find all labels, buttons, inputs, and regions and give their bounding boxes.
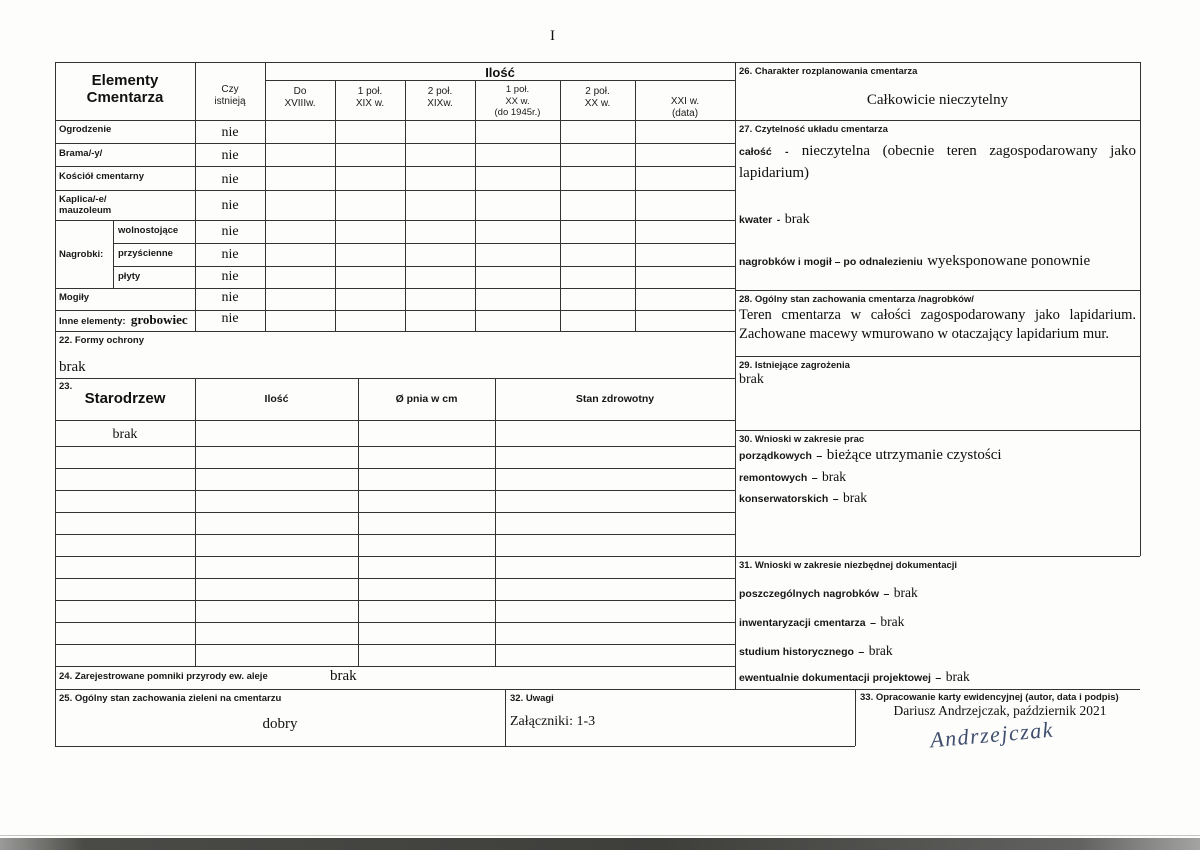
section-30-entry — [739, 489, 867, 507]
entry-term: porządkowych — [739, 450, 812, 462]
entry-term: poszczególnych nagrobków — [739, 588, 880, 600]
section-33-author: Dariusz Andrzejczak, październik 2021 — [893, 703, 1107, 718]
entry-value: brak — [880, 614, 905, 629]
section-25-value: dobry — [262, 716, 298, 732]
entry-value: brak — [784, 212, 810, 227]
period-col-line: (data) — [671, 108, 699, 119]
grid-line — [55, 120, 1140, 121]
period-col-line: XX w. — [584, 98, 611, 109]
scan-bottom-strip — [0, 838, 1200, 850]
section-22-label: 22. Formy ochrony — [59, 335, 144, 346]
entry-value: brak — [893, 585, 918, 600]
period-col-line: XIX w. — [355, 98, 385, 109]
section-30-label: 30. Wnioski w zakresie prac — [739, 434, 865, 445]
grid-line — [55, 378, 735, 379]
grid-line — [560, 80, 561, 331]
grid-line — [735, 290, 1140, 291]
element-row-label: przyścienne — [118, 248, 173, 259]
period-col-line: Do — [293, 86, 307, 97]
period-col-line: 2 poł. — [585, 86, 610, 97]
entry-value: brak — [822, 469, 847, 484]
starodrzew-value: brak — [112, 427, 138, 442]
exists-value: nie — [221, 247, 239, 262]
exists-value: nie — [221, 198, 239, 213]
section-32-label: 32. Uwagi — [510, 693, 554, 704]
entry-separator: – — [935, 672, 942, 684]
exists-value: nie — [221, 311, 239, 326]
section-33-label: 33. Opracowanie karty ewidencyjnej (autor, data i podpis) — [860, 692, 1119, 703]
element-row-label: Brama/-y/ — [59, 148, 103, 159]
grid-line — [55, 420, 735, 421]
grid-line — [358, 378, 359, 666]
grid-line — [55, 644, 735, 645]
grid-line — [55, 512, 735, 513]
grid-line — [495, 378, 496, 666]
entry-term: nagrobków i mogił – po odnalezieniu — [739, 256, 923, 268]
grid-line — [55, 220, 735, 221]
entry-term: ewentualnie dokumentacji projektowej — [739, 672, 931, 684]
exists-value: nie — [221, 148, 239, 163]
entry-separator: – — [870, 617, 876, 629]
grid-line — [55, 62, 1140, 63]
grid-line — [55, 143, 735, 144]
section-22-value: brak — [59, 359, 86, 375]
grid-line — [55, 288, 735, 289]
section-29-value: brak — [739, 372, 764, 387]
grid-line — [55, 446, 735, 447]
grid-line — [405, 80, 406, 331]
section-27-entry — [739, 210, 810, 228]
section-31-label: 31. Wnioski w zakresie niezbędnej dokumentacji — [739, 560, 958, 571]
signature-handwriting: Andrzejczak — [929, 716, 1055, 753]
element-row-label: Kościół cmentarny — [59, 171, 144, 182]
period-col-line: 1 poł. — [357, 86, 383, 97]
entry-separator: – — [858, 646, 865, 658]
grid-line — [55, 166, 735, 167]
section-32-value: Załączniki: 1-3 — [510, 714, 596, 729]
entry-term: studium historycznego — [739, 646, 854, 658]
entry-separator: - — [776, 214, 781, 226]
grid-line — [55, 534, 735, 535]
grid-line — [195, 378, 196, 666]
section-30-entry — [739, 446, 1002, 464]
starodrzew-title: Starodrzew — [84, 390, 166, 407]
entry-separator: – — [883, 588, 890, 600]
section-29-label: 29. Istniejące zagrożenia — [739, 360, 850, 371]
section-24-label: 24. Zarejestrowane pomniki przyrody ew. aleje — [59, 671, 268, 682]
section-28-label: 28. Ogólny stan zachowania cmentarza /nagrobków/ — [739, 294, 974, 305]
entry-separator: – — [816, 450, 823, 462]
element-row-label-text: Inne elementy: — [59, 316, 126, 327]
section-27-entry — [739, 140, 1136, 184]
starodrzew-col-pien: Ø pnia w cm — [395, 393, 458, 405]
period-col-line: 2 poł. — [427, 86, 453, 97]
exists-header-line2: istnieją — [214, 96, 246, 107]
exists-value: nie — [221, 172, 239, 187]
starodrzew-number: 23. — [59, 381, 73, 392]
grid-line — [55, 666, 735, 667]
element-row-label: płyty — [118, 271, 141, 282]
exists-value: nie — [221, 290, 239, 305]
entry-value: nieczytelna (obecnie teren zagospodarowany jako lapidarium) — [739, 143, 1136, 181]
period-col-line: 1 poł. — [505, 84, 530, 95]
entry-term: inwentaryzacji cmentarza — [739, 617, 866, 629]
elements-table-title — [55, 72, 195, 106]
elements-table-title-line2: Cmentarza — [86, 89, 164, 106]
entry-term: konserwatorskich — [739, 493, 829, 505]
element-row-label: Mogiły — [59, 292, 90, 303]
grid-line — [113, 243, 735, 244]
page-marker: I — [550, 28, 555, 44]
element-row-label-line: mauzoleum — [59, 205, 112, 216]
element-row-typed-value: grobowiec — [130, 312, 188, 327]
starodrzew-col-stan: Stan zdrowotny — [575, 393, 655, 405]
entry-term: całość — [739, 146, 772, 158]
exists-value: nie — [221, 269, 239, 284]
grid-line — [55, 190, 735, 191]
starodrzew-col-ilosc: Ilość — [264, 393, 289, 405]
period-column-header — [405, 86, 475, 110]
element-row-label: wolnostojące — [118, 225, 179, 236]
section-31-entry — [739, 584, 918, 602]
entry-separator: - — [784, 146, 789, 158]
grid-line — [855, 689, 856, 746]
grid-line — [113, 266, 735, 267]
section-30-entry — [739, 468, 846, 486]
exists-value: nie — [221, 224, 239, 239]
grid-line — [1140, 62, 1141, 556]
entry-term: remontowych — [739, 472, 808, 484]
exists-column-header — [195, 84, 265, 108]
element-row-label — [59, 314, 188, 327]
element-row-label-line: Kaplica/-e/ — [59, 194, 107, 205]
nagrobki-group-label: Nagrobki: — [59, 249, 104, 260]
grid-line — [113, 220, 114, 288]
period-column-header — [475, 84, 560, 119]
section-31-entry — [739, 613, 904, 631]
section-31-entry — [739, 642, 893, 660]
period-column-header — [560, 86, 635, 110]
section-27-label: 27. Czytelność układu cmentarza — [739, 124, 888, 135]
section-31-entry — [739, 668, 970, 686]
grid-line — [335, 80, 336, 331]
section-24-value: brak — [330, 668, 357, 684]
section-28-text: Teren cmentarza w całości zagospodarowany jako lapidarium. Zachowane macewy wmurowano w otaczający lapidarium mur. — [739, 307, 1136, 342]
entry-value: brak — [868, 643, 893, 658]
period-col-line: (do 1945r.) — [494, 107, 541, 118]
exists-value: nie — [221, 125, 239, 140]
section-27-entry — [739, 252, 1090, 270]
period-col-line: XX w. — [505, 95, 530, 107]
elements-table-title-line1: Elementy — [91, 72, 159, 89]
period-col-line: XVIIIw. — [284, 98, 316, 109]
element-row-label — [59, 194, 111, 216]
element-row-label: Ogrodzenie — [59, 124, 112, 135]
grid-line — [55, 600, 735, 601]
grid-line — [55, 556, 1140, 557]
entry-separator: – — [832, 493, 839, 505]
quantity-header: Ilość — [485, 65, 515, 80]
entry-value: bieżące utrzymanie czystości — [826, 447, 1002, 463]
grid-line — [55, 490, 735, 491]
exists-header-line1: Czy — [221, 84, 239, 95]
grid-line — [55, 468, 735, 469]
grid-line — [735, 430, 1140, 431]
period-column-header — [335, 86, 405, 110]
period-column-header — [635, 96, 735, 120]
grid-line — [55, 331, 735, 332]
period-column-header — [265, 86, 335, 110]
entry-separator: – — [811, 472, 818, 484]
entry-value: wyeksponowane ponownie — [927, 253, 1091, 269]
section-26-label: 26. Charakter rozplanowania cmentarza — [739, 66, 918, 77]
entry-term: kwater — [739, 214, 773, 226]
section-26-value: Całkowicie nieczytelny — [866, 92, 1009, 108]
grid-line — [55, 310, 735, 311]
grid-line — [55, 622, 735, 623]
entry-value: brak — [843, 490, 868, 505]
grid-line — [55, 689, 1140, 690]
period-col-line: XIXw. — [427, 98, 453, 109]
grid-line — [735, 356, 1140, 357]
grid-line — [55, 578, 735, 579]
scan-edge-line — [0, 835, 1200, 836]
section-25-label: 25. Ogólny stan zachowania zieleni na cmentarzu — [59, 693, 282, 704]
grid-line — [505, 689, 506, 746]
grid-line — [735, 62, 736, 689]
entry-value: brak — [945, 669, 970, 684]
grid-line — [55, 746, 855, 747]
period-col-line: XXI w. — [670, 96, 700, 107]
